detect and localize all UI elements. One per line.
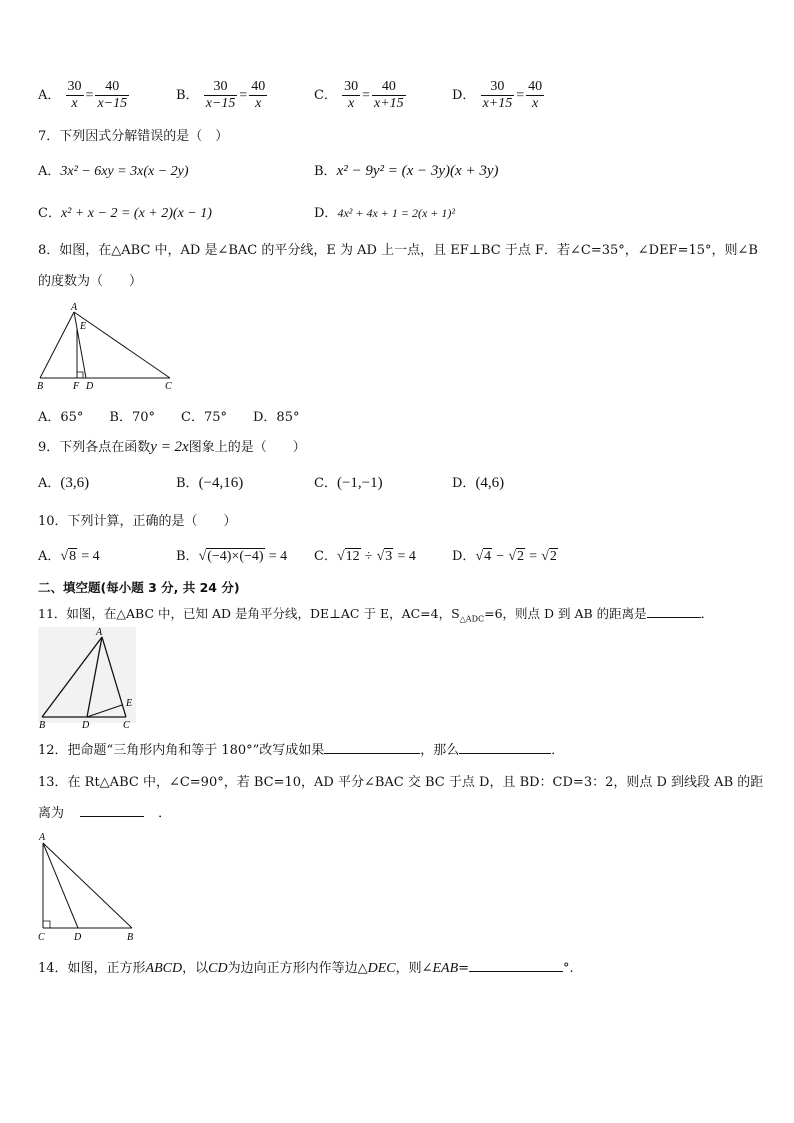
radicand: 8: [69, 549, 77, 564]
radicand: 4: [484, 549, 492, 564]
denominator: x−15: [205, 96, 236, 111]
option-label: A．: [38, 549, 61, 564]
q10-stem: 10．下列计算，正确的是（ ）: [38, 514, 237, 529]
operator: ÷: [364, 549, 373, 564]
option-label: D．: [452, 476, 476, 491]
q11-stem: [38, 604, 713, 624]
option-label: B．: [176, 476, 199, 491]
stem-text: °.: [563, 961, 574, 976]
radical: √4: [475, 549, 492, 564]
stem-text: =6，则点 D 到 AB 的距离是: [484, 606, 647, 621]
q12-stem: [38, 739, 564, 758]
q13-stem-line2: [38, 802, 171, 821]
vertex-label-a: A: [96, 627, 103, 638]
numerator: 40: [95, 79, 129, 96]
equals-sign: =: [516, 87, 525, 103]
radical: √2: [541, 549, 557, 564]
math-expression: 4x² + 4x + 1 = 2(x + 1)²: [337, 206, 455, 220]
answer-blank[interactable]: [80, 816, 144, 817]
q7-option-b: [314, 160, 498, 180]
option-label: A．: [38, 164, 61, 179]
stem-text: 14．如图，正方形: [38, 961, 146, 976]
q6-option-a: [38, 79, 130, 112]
q10-option-d: [452, 545, 558, 565]
fraction: [66, 79, 84, 112]
right-angle-mark: [77, 372, 83, 378]
denominator: x: [71, 96, 78, 111]
vertex-label-e: E: [80, 321, 87, 332]
vertex-label-c: C: [165, 381, 172, 392]
radicand: 12: [345, 549, 360, 564]
vertex-label-e: E: [126, 698, 133, 709]
stem-text: 离为: [38, 806, 65, 821]
option-label: D．: [314, 206, 338, 221]
radicand: (−4)×(−4): [207, 549, 264, 564]
math-expression: x² − 9y² = (x − 3y)(x + 3y): [336, 163, 499, 179]
fraction: [249, 79, 267, 112]
denominator: x: [347, 96, 355, 111]
answer-blank-if[interactable]: [324, 753, 420, 754]
fraction: [372, 79, 406, 112]
q8-stem-line2: 的度数为（ ）: [38, 274, 143, 289]
denominator: x+15: [374, 96, 404, 111]
q9-option-a: [38, 472, 89, 492]
option-label: B．: [314, 164, 337, 179]
numerator: 40: [528, 79, 543, 94]
q11-triangle-figure: [38, 627, 138, 731]
q7-stem: 7．下列因式分解错误的是（ ）: [38, 129, 229, 144]
option-label: C．: [314, 549, 337, 564]
vertex-label-d: D: [74, 932, 82, 943]
math-expression: = 4: [81, 549, 100, 564]
stem-text: 9．下列各点在函数: [38, 440, 151, 455]
section-heading: 二、填空题(每小题 3 分, 共 24 分): [38, 580, 240, 595]
math-expression: 3x² − 6xy = 3x(x − 2y): [60, 164, 189, 179]
numerator: 30: [204, 79, 238, 96]
option-label: C．: [38, 206, 61, 221]
numerator: 30: [67, 79, 82, 94]
radical: √2: [508, 549, 524, 564]
vertex-label-c: C: [123, 720, 130, 731]
q10-option-a: [38, 545, 100, 565]
fraction: [95, 79, 129, 112]
q7-option-c: [38, 202, 212, 222]
side-ab: [43, 843, 132, 928]
option-label: C．: [314, 88, 337, 103]
q10-option-b: [176, 545, 287, 565]
radical: √(−4)×(−4): [198, 549, 264, 564]
denominator: x−15: [97, 96, 128, 111]
vertex-label-d: D: [82, 720, 90, 731]
answer-blank-then[interactable]: [459, 753, 551, 754]
math-symbol: EAB: [432, 961, 459, 976]
stem-text: 为边向正方形内作等边△: [227, 961, 368, 976]
radical: √8: [60, 549, 77, 564]
point-value: (3,6): [60, 475, 90, 491]
stem-text: ，那么: [420, 743, 460, 758]
q7-option-d: [314, 202, 455, 221]
radical: √12: [336, 549, 360, 564]
equals-sign: =: [239, 87, 248, 103]
vertex-label-b: B: [127, 932, 134, 943]
q8-triangle-figure: [34, 302, 184, 394]
fraction: [481, 79, 515, 112]
side-ac: [74, 312, 170, 378]
option-label: C．: [314, 476, 337, 491]
stem-text: =: [458, 961, 470, 976]
stem-text: 图象上的是（ ）: [188, 440, 306, 455]
equals-sign: =: [529, 549, 538, 564]
stem-text: 11．如图，在△ABC 中，已知 AD 是角平分线，DE⊥AC 于 E，AC=4，S: [38, 606, 460, 621]
q6-option-c: [314, 79, 407, 112]
operator: −: [496, 549, 505, 564]
math-expression: = 4: [397, 549, 416, 564]
point-value: (−1,−1): [336, 475, 383, 491]
vertex-label-b: B: [39, 720, 46, 731]
math-expression: = 4: [268, 549, 288, 564]
side-ab: [40, 312, 74, 378]
function-expression: y = 2x: [150, 439, 189, 455]
denominator: x: [255, 96, 262, 111]
q6-option-d: [452, 79, 545, 112]
q8-options: A．65° B．70° C．75° D．85°: [38, 410, 300, 425]
option-label: D．: [452, 549, 476, 564]
q9-stem: [38, 436, 306, 456]
equals-sign: =: [362, 87, 370, 103]
q9-option-d: [452, 472, 504, 492]
stem-text: ．: [158, 806, 172, 821]
radical: √3: [376, 549, 393, 564]
figure-background: [38, 627, 136, 723]
stem-text: ．: [700, 606, 714, 621]
q8-stem-line1: 8．如图，在△ABC 中，AD 是∠BAC 的平分线，E 为 AD 上一点，且 EF⊥BC 于点 F．若∠C=35°，∠DEF=15°，则∠B: [38, 243, 758, 258]
q9-option-b: [176, 472, 243, 492]
denominator: x+15: [482, 96, 513, 111]
radicand: 3: [385, 549, 393, 564]
vertex-label-b: B: [37, 381, 44, 392]
option-label: A．: [38, 88, 61, 103]
numerator: 40: [251, 79, 266, 94]
fraction: [342, 79, 360, 112]
q7-option-a: [38, 160, 189, 180]
vertex-label-a: A: [39, 832, 46, 843]
denominator: x: [532, 96, 539, 111]
math-expression: x² + x − 2 = (x + 2)(x − 1): [60, 206, 212, 221]
q13-triangle-figure: [34, 830, 138, 946]
radicand: 2: [549, 549, 557, 564]
answer-blank[interactable]: [647, 617, 701, 618]
fraction: [526, 79, 544, 112]
q10-option-c: [314, 545, 416, 565]
stem-text: ，以: [182, 961, 209, 976]
vertex-label-c: C: [38, 932, 45, 943]
q6-option-b: [176, 79, 268, 112]
fraction: [204, 79, 238, 112]
equals-sign: =: [85, 87, 94, 103]
stem-text: 12．把命题“三角形内角和等于 180°”改写成如果: [38, 743, 325, 758]
point-value: (4,6): [475, 475, 505, 491]
numerator: 30: [344, 79, 359, 94]
option-label: B．: [176, 88, 199, 103]
answer-blank[interactable]: [469, 971, 563, 972]
numerator: 40: [372, 79, 406, 96]
vertex-label-d: D: [86, 381, 94, 392]
q14-stem: [38, 957, 574, 977]
q9-option-c: [314, 472, 383, 492]
vertex-label-a: A: [71, 302, 78, 313]
point-value: (−4,16): [198, 475, 244, 491]
math-symbol: CD: [208, 961, 228, 976]
option-label: B．: [176, 549, 199, 564]
subscript: △ADC: [459, 614, 485, 624]
radicand: 2: [517, 549, 524, 564]
stem-text: ．: [551, 743, 565, 758]
stem-text: ，则∠: [395, 961, 433, 976]
vertex-label-f: F: [73, 381, 80, 392]
q13-stem-line1: 13．在 Rt△ABC 中，∠C=90°，若 BC=10，AD 平分∠BAC 交 BC 于点 D，且 BD：CD=3：2，则点 D 到线段 AB 的距: [38, 775, 764, 790]
segment-ad: [43, 843, 78, 928]
option-label: A．: [38, 476, 61, 491]
math-symbol: DEC: [367, 961, 396, 976]
right-angle-mark: [43, 921, 50, 928]
option-label: D．: [452, 88, 476, 103]
math-symbol: ABCD: [145, 961, 183, 976]
numerator: 30: [481, 79, 515, 96]
